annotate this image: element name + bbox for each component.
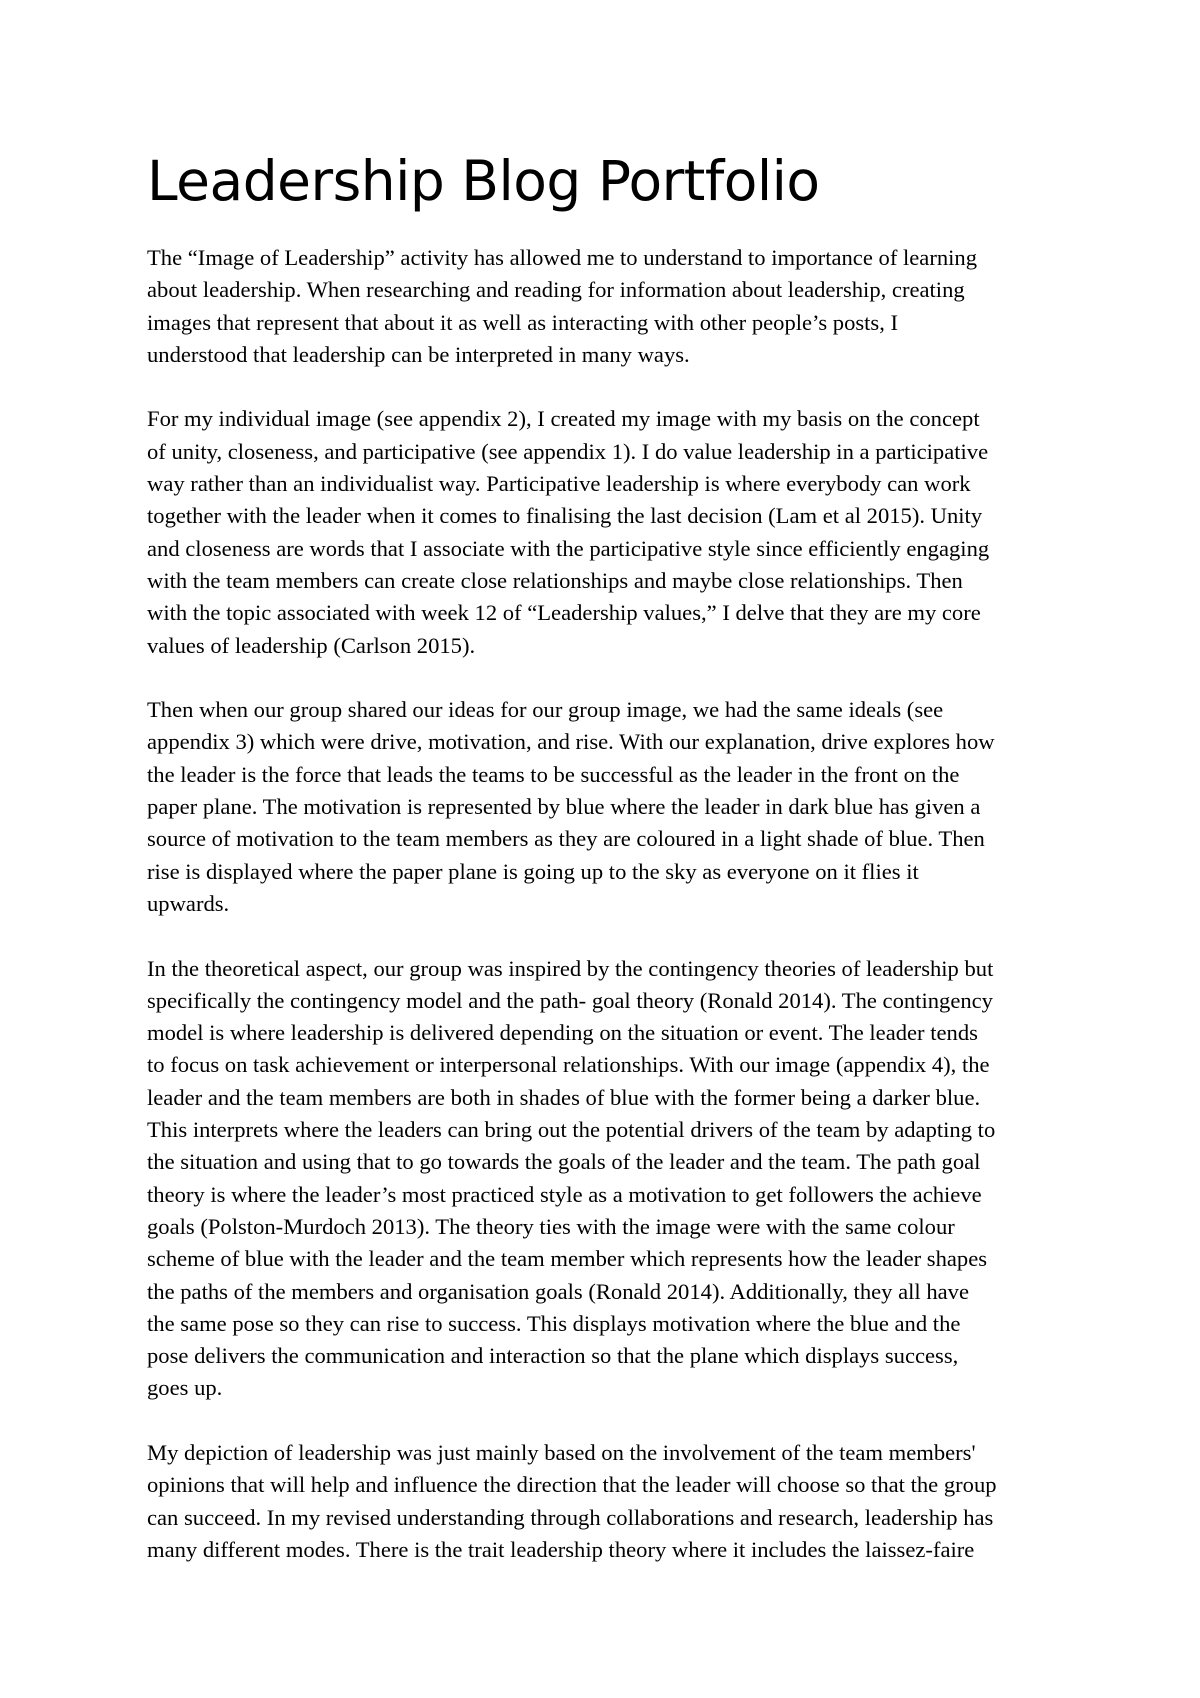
- text-line: opinions that will help and influence the direction that the leader will choose so that the group: [147, 1472, 997, 1498]
- text-line: scheme of blue with the leader and the team member which represents how the leader shapes: [147, 1246, 988, 1272]
- text-line: source of motivation to the team members as they are coloured in a light shade of blue. Then: [147, 826, 985, 852]
- text-line: values of leadership (Carlson 2015).: [147, 632, 476, 658]
- text-line: appendix 3) which were drive, motivation, and rise. With our explanation, drive explores how: [147, 729, 995, 755]
- text-line: paper plane. The motivation is represented by blue where the leader in dark blue has given a: [147, 794, 981, 820]
- text-line: of unity, closeness, and participative (see appendix 1). I do value leadership in a participative: [147, 438, 989, 464]
- text-line: the situation and using that to go towards the goals of the leader and the team. The path goal: [147, 1149, 981, 1175]
- text-line: Then when our group shared our ideas for our group image, we had the same ideals (see: [147, 697, 944, 723]
- paragraph-3: [147, 694, 1077, 920]
- text-line: the same pose so they can rise to success. This displays motivation where the blue and the: [147, 1310, 961, 1336]
- document-title: Leadership Blog Portfolio: [147, 149, 820, 213]
- text-line: rise is displayed where the paper plane is going up to the sky as everyone on it flies it: [147, 858, 919, 884]
- text-line: about leadership. When researching and reading for information about leadership, creating: [147, 277, 965, 303]
- text-line: images that represent that about it as well as interacting with other people’s posts, I: [147, 309, 899, 335]
- text-line: In the theoretical aspect, our group was inspired by the contingency theories of leadership but: [147, 955, 994, 981]
- paragraph-4: [147, 953, 1077, 1405]
- text-line: way rather than an individualist way. Participative leadership is where everybody can work: [147, 471, 971, 497]
- text-line: theory is where the leader’s most practiced style as a motivation to get followers the achieve: [147, 1181, 982, 1207]
- text-line: My depiction of leadership was just mainly based on the involvement of the team members': [147, 1439, 976, 1465]
- text-line: pose delivers the communication and interaction so that the plane which displays success,: [147, 1343, 959, 1369]
- text-line: For my individual image (see appendix 2), I created my image with my basis on the concept: [147, 406, 980, 432]
- text-line: together with the leader when it comes to finalising the last decision (Lam et al 2015). Unity: [147, 503, 983, 529]
- text-line: with the topic associated with week 12 of “Leadership values,” I delve that they are my core: [147, 600, 981, 626]
- text-line: the paths of the members and organisation goals (Ronald 2014). Additionally, they all have: [147, 1278, 969, 1304]
- text-line: specifically the contingency model and the path- goal theory (Ronald 2014). The contingency: [147, 987, 993, 1013]
- text-line: This interprets where the leaders can bring out the potential drivers of the team by adapting to: [147, 1117, 996, 1143]
- text-line: The “Image of Leadership” activity has allowed me to understand to importance of learning: [147, 245, 978, 270]
- paragraph-5: [147, 1437, 1077, 1566]
- document-body: [147, 242, 1077, 1598]
- text-line: many different modes. There is the trait leadership theory where it includes the laissez-faire: [147, 1536, 975, 1562]
- text-line: and closeness are words that I associate with the participative style since efficiently engaging: [147, 535, 990, 561]
- text-line: to focus on task achievement or interpersonal relationships. With our image (appendix 4), the: [147, 1052, 990, 1078]
- text-line: upwards.: [147, 890, 230, 916]
- text-line: can succeed. In my revised understanding through collaborations and research, leadership has: [147, 1504, 994, 1530]
- text-line: the leader is the force that leads the teams to be successful as the leader in the front on the: [147, 761, 960, 787]
- paragraph-2: [147, 403, 1077, 661]
- text-line: leader and the team members are both in shades of blue with the former being a darker blue.: [147, 1084, 981, 1110]
- text-line: goes up.: [147, 1375, 223, 1401]
- text-line: model is where leadership is delivered depending on the situation or event. The leader tends: [147, 1020, 978, 1046]
- text-line: goals (Polston-Murdoch 2013). The theory ties with the image were with the same colour: [147, 1213, 955, 1239]
- text-line: with the team members can create close relationships and maybe close relationships. Then: [147, 567, 963, 593]
- paragraph-1: [147, 242, 1077, 371]
- text-line: understood that leadership can be interpreted in many ways.: [147, 341, 690, 367]
